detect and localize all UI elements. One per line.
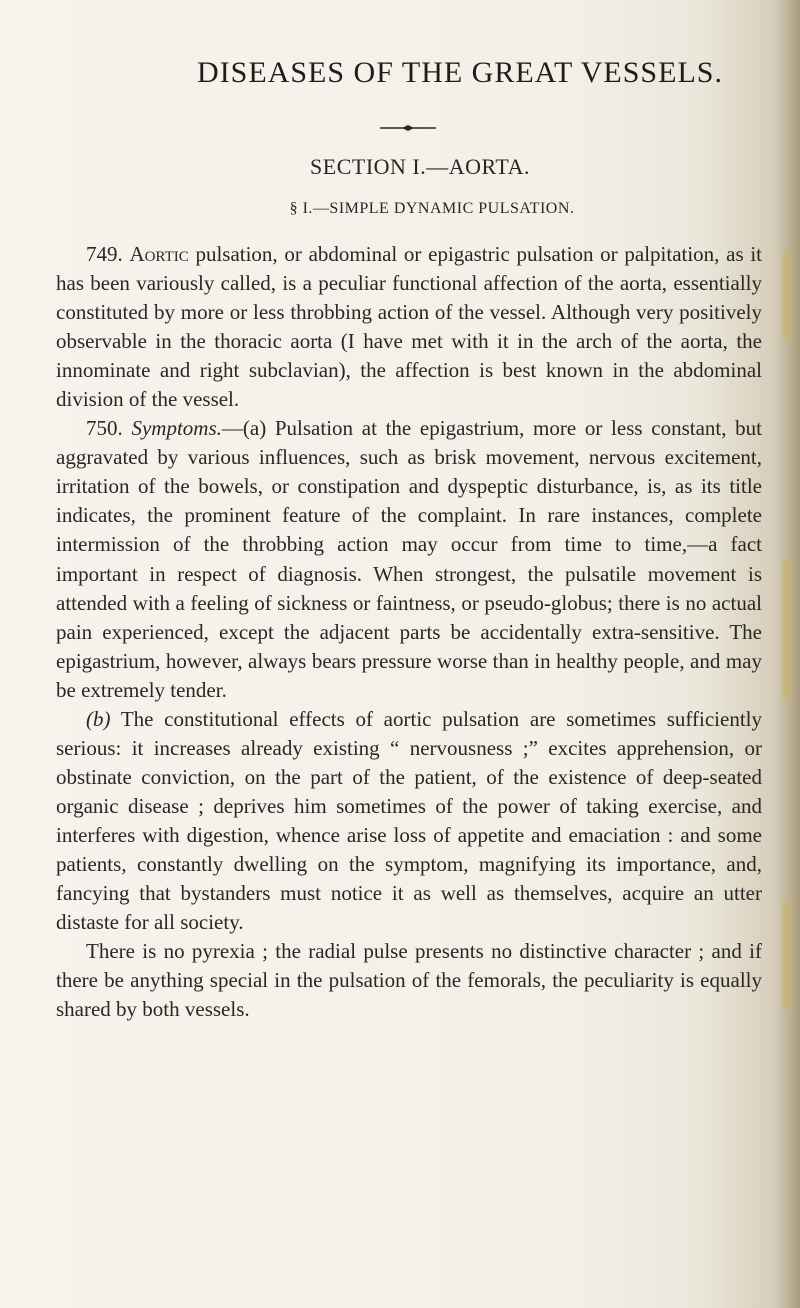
ornament-rule-icon (378, 123, 438, 133)
paragraph-750-c (56, 937, 762, 1024)
paragraph-750-b (56, 705, 762, 937)
section-title: SECTION I.—AORTA. (310, 154, 530, 179)
page-edge-stain (782, 900, 792, 1010)
page-edge-stain (782, 560, 792, 700)
paragraph-lead: (b) (86, 706, 111, 731)
paragraph-lead: Symptoms. (131, 416, 222, 441)
paragraph-lead: Aortic (129, 242, 189, 266)
paragraph-number: 750. (86, 416, 123, 441)
paragraph-749 (56, 240, 762, 414)
page-edge-stain (782, 250, 792, 340)
page-edge-shadow (774, 0, 800, 1308)
paragraph-number: 749. (86, 242, 123, 266)
paragraph-750 (56, 414, 762, 704)
subsection-title: § I.—SIMPLE DYNAMIC PULSATION. (289, 200, 575, 217)
paragraph-text: —(a) Pulsation at the epigastrium, more or less constant, but aggravated by various influences, such as brisk movement, nervous excitement, irritation of the bowels, or constipation and dyspeptic disturbance, is, as its title indicates, the prominent feature of the complaint. In rare instances, complete intermission of the throbbing action may occur from time to time,—a fact important in respect of diagnosis. When strongest, the pulsatile movement is attended with a feeling of sickness or faintness, or pseudo-globus; there is no actual pain experienced, except the adjacent parts be accidentally extra-sensitive. The epigastrium, however, always bears pressure worse than in healthy people, and may be extremely tender. (56, 416, 763, 702)
paragraph-text: There is no pyrexia ; the radial pulse presents no distinctive character ; and if there be anything special in the pulsation of the femorals, the peculiarity is equally shared by both vessels. (56, 939, 762, 1022)
paragraph-text: The constitutional effects of aortic pulsation are sometimes sufficiently serious: it increases already existing “ nervousness ;” excites apprehension, or obstinate conviction, on the part of the patient, of the existence of deep-seated organic disease ; deprives him sometimes of the power of taking exercise, and interferes with digestion, whence arise loss of appetite and emaciation : and some patients, constantly dwelling on the symptom, magnifying its importance, and, fancying that bystanders must notice it as well as themselves, acquire an utter distaste for all society. (56, 706, 762, 935)
body-text (56, 240, 762, 1024)
running-title: DISEASES OF THE GREAT VESSELS. (197, 56, 723, 89)
paragraph-text: pulsation, or abdominal or epigastric pulsation or palpitation, as it has been variously called, is a peculiar functional affection of the aorta, essentially constituted by more or less throbbing action of the vessel. Although very positively observable in the thoracic aorta (I have met with it in the arch of the aorta, the innominate and right subclavian), the affection is best known in the abdominal division of the vessel. (56, 242, 763, 412)
